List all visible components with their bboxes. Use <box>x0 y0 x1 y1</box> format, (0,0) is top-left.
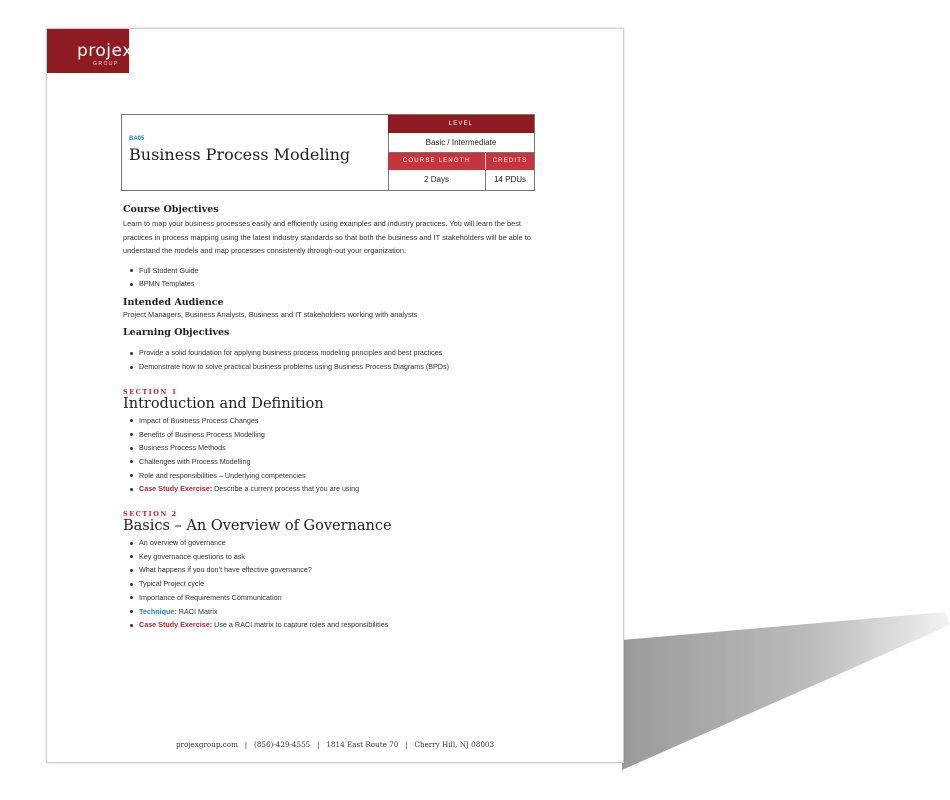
objectives-body: Learn to map your business processes easily and efficiently using examples and industry practices. You will learn the best practices in process mapping using the latest industry standards so that both the business and IT stakeholders will be able to understand the models and map processes consistently through-out your organization. <box>123 219 531 255</box>
list-item: An overview of governance <box>139 536 543 550</box>
list-item: What happens if you don’t have effective governance? <box>139 563 543 577</box>
list-item: Benefits of Business Process Modelling <box>139 428 543 442</box>
list-item: Typical Project cycle <box>139 577 543 591</box>
document-content <box>123 204 543 632</box>
case-study-text: Describe a current process that you are using <box>212 484 360 494</box>
list-item-technique <box>139 605 543 619</box>
logo-subtext: GROUP <box>93 61 119 67</box>
section-2-title: Basics – An Overview of Governance <box>123 518 392 535</box>
course-length-header: COURSE LENGTH <box>388 153 486 170</box>
credits-header: CREDITS <box>486 153 534 170</box>
list-item-case-study <box>139 482 543 496</box>
case-study-label: Case Study Exercise: <box>139 620 213 630</box>
course-title-cell <box>122 115 389 190</box>
course-title: Business Process Modeling <box>129 145 351 164</box>
course-length-value: 2 Days <box>388 170 486 190</box>
section-1-title: Introduction and Definition <box>123 395 324 412</box>
audience-body: Project Managers, Business Analysts, Business and IT stakeholders working with analysts <box>123 309 418 319</box>
learning-list <box>123 346 543 373</box>
audience-heading: Intended Audience <box>123 296 224 308</box>
level-value: Basic / Intermediate <box>388 133 534 153</box>
section-2-label: SECTION 2 <box>123 510 178 519</box>
technique-label: Technique: <box>139 606 177 616</box>
credits-value: 14 PDUs <box>493 175 526 184</box>
section-1 <box>123 388 543 496</box>
objectives-list <box>123 264 543 291</box>
projex-logo <box>47 29 133 73</box>
list-item: Business Process Methods <box>139 441 543 455</box>
list-item: Impact of Business Process Changes <box>139 414 543 428</box>
document-page <box>46 28 624 763</box>
course-code: BA05 <box>129 136 145 142</box>
page-footer: projexgroup.com | (856)-429-4555 | 1814 East Route 70 | Cherry Hill, NJ 08003 <box>175 740 495 749</box>
list-item: BPMN Templates <box>139 277 543 291</box>
list-item: Key governance questions to ask <box>139 550 543 564</box>
list-item-case-study <box>139 618 543 632</box>
case-study-label: Case Study Exercise: <box>139 484 213 494</box>
section-1-list <box>123 414 543 496</box>
list-item: Challenges with Process Modelling <box>139 455 543 469</box>
list-item: Role and responsibilities – Underlying competencies <box>139 469 543 483</box>
section-2 <box>123 510 543 632</box>
case-study-text: Use a RACI matrix to capture roles and responsibilities <box>212 620 389 630</box>
technique-text: RACI Matrix <box>176 606 218 616</box>
course-header-box <box>121 114 535 191</box>
section-1-label: SECTION 1 <box>123 387 178 396</box>
list-item: Demonstrate how to solve practical business problems using Business Process Diagrams (BPDs) <box>139 360 543 374</box>
logo-wordmark: projex <box>77 41 133 61</box>
list-item: Provide a solid foundation for applying business process modeling principles and best practices <box>139 346 543 360</box>
level-header: LEVEL <box>388 115 534 133</box>
objectives-heading: Course Objectives <box>123 204 219 215</box>
learning-heading: Learning Objectives <box>123 327 230 339</box>
list-item: Full Student Guide <box>139 264 543 278</box>
list-item: Importance of Requirements Communication <box>139 591 543 605</box>
section-2-list <box>123 536 543 632</box>
